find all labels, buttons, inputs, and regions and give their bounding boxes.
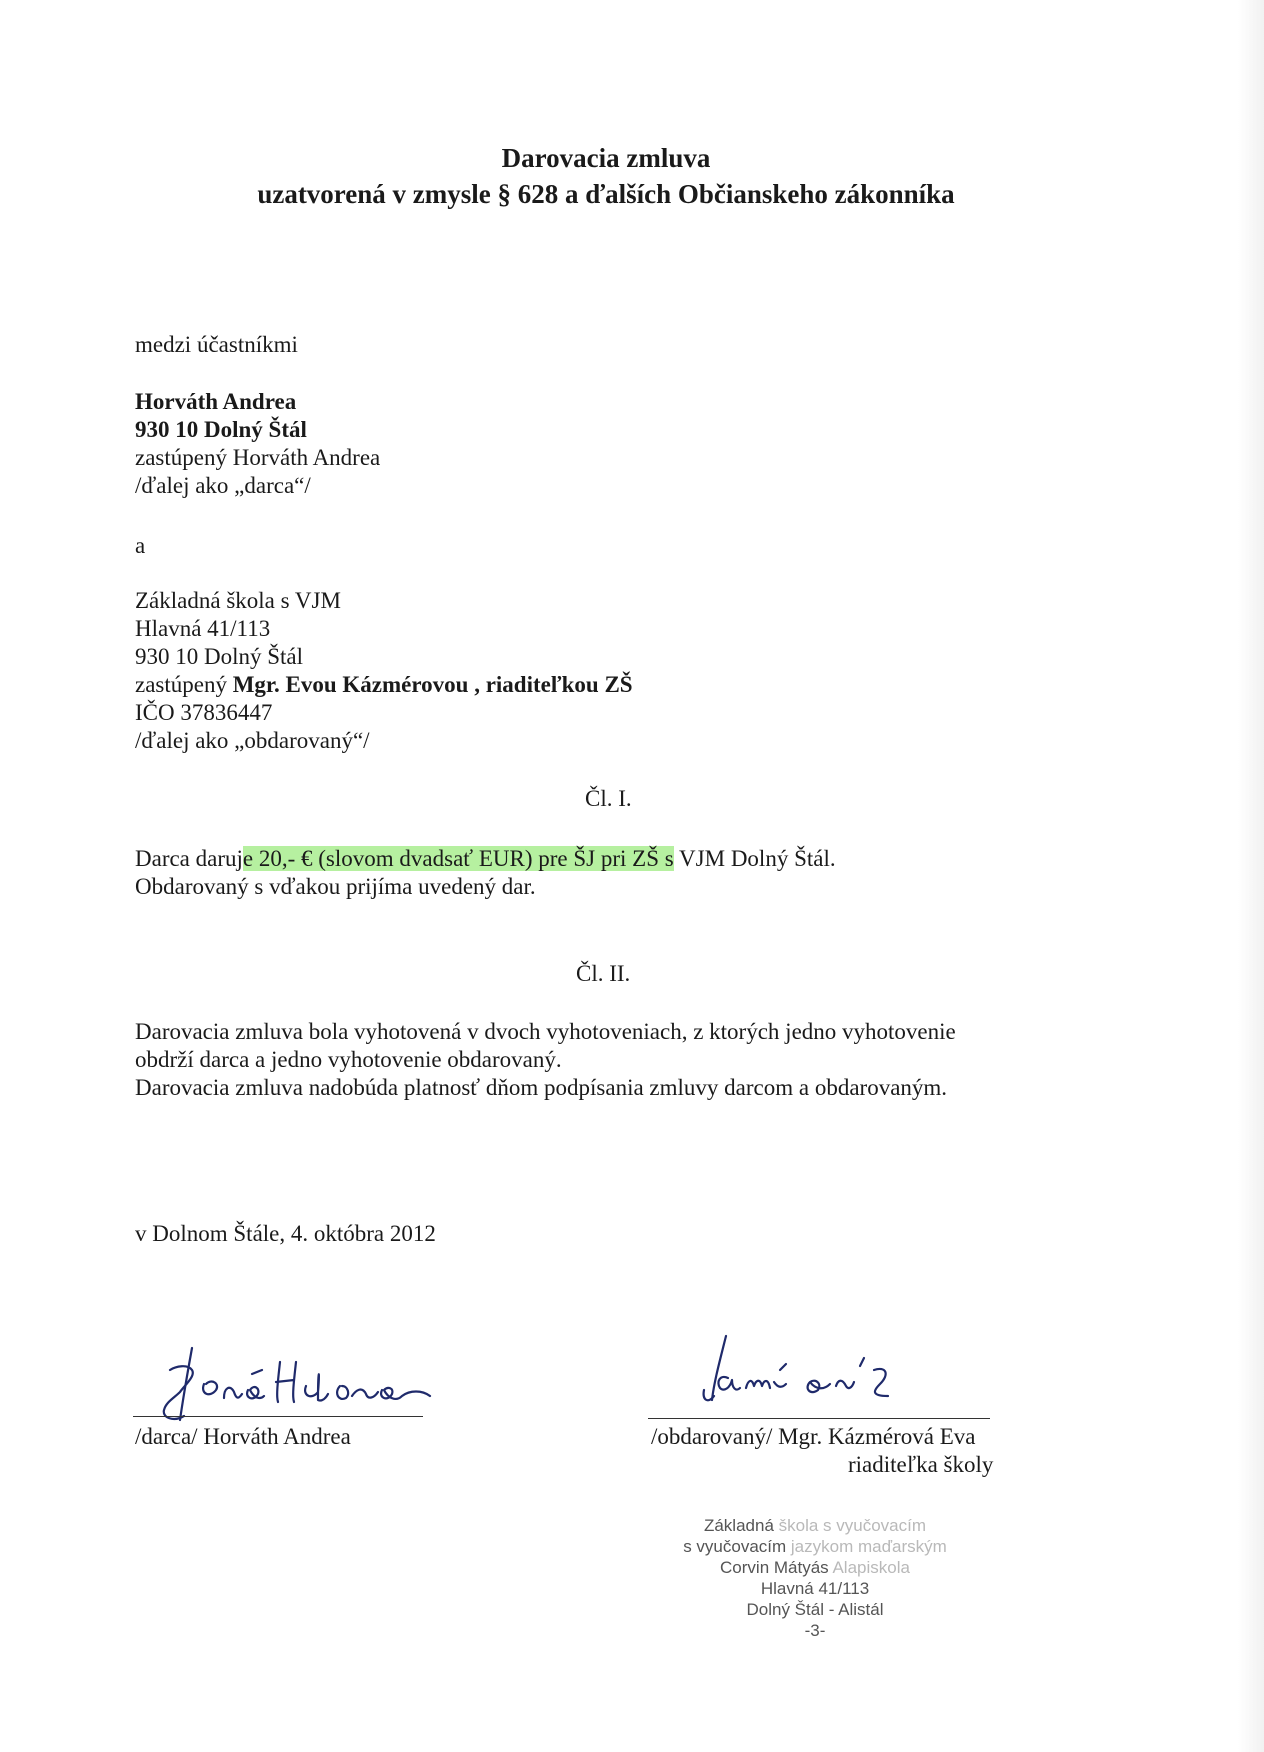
document-subtitle: uzatvorená v zmysle § 628 a ďalších Občianskeho zákonníka (257, 179, 955, 209)
stamp-line6: -3- (804, 1621, 826, 1640)
recipient-signature-line (648, 1418, 990, 1419)
donor-signature-label: /darca/ Horváth Andrea (135, 1424, 351, 1449)
article1-text-before: Darca daruj (135, 846, 243, 871)
stamp-line5: Dolný Štál - Alistál (746, 1600, 884, 1619)
represented-by: Mgr. Evou Kázmérovou , riaditeľkou ZŠ (232, 672, 633, 697)
recipient-name: Základná škola s VJM (135, 588, 341, 613)
article2-line2: obdrží darca a jedno vyhotovenie obdarovaný. (135, 1047, 562, 1072)
school-stamp (640, 1515, 990, 1641)
conjunction-and: a (135, 533, 146, 558)
recipient-alias: /ďalej ako „obdarovaný“/ (135, 728, 370, 753)
stamp-line3: Corvin Mátyás Alapiskola (720, 1558, 910, 1577)
document-title: Darovacia zmluva (501, 143, 711, 173)
article2-line3: Darovacia zmluva nadobúda platnosť dňom podpísania zmluvy darcom a obdarovaným. (135, 1075, 948, 1100)
represented-prefix: zastúpený (135, 672, 233, 697)
article1-text (135, 845, 836, 873)
stamp-line1: Základná škola s vyučovacím (703, 1516, 927, 1535)
donor-signature-line (133, 1416, 423, 1417)
scan-edge-shadow (1238, 0, 1264, 1752)
donor-name: Horváth Andrea (135, 389, 297, 414)
article2-line1: Darovacia zmluva bola vyhotovená v dvoch vyhotoveniach, z ktorých jedno vyhotovenie (135, 1019, 956, 1044)
recipient-represented (135, 671, 633, 699)
article1-text-after: VJM Dolný Štál. (673, 846, 836, 871)
article1-line2: Obdarovaný s vďakou prijíma uvedený dar. (135, 874, 536, 899)
recipient-signature-label: /obdarovaný/ Mgr. Kázmérová Eva (651, 1424, 976, 1449)
article1-text-highlight: e 20,- € (slovom dvadsať EUR) pre ŠJ pri ZŠ s (242, 846, 674, 871)
recipient-role: riaditeľka školy (848, 1452, 994, 1477)
recipient-city: 930 10 Dolný Štál (135, 644, 304, 669)
intro-text: medzi účastníkmi (135, 332, 298, 357)
stamp-line2: s vyučovacím jazykom maďarským (683, 1537, 947, 1556)
recipient-signature (690, 1330, 950, 1420)
article1-heading: Čl. I. (585, 786, 632, 811)
recipient-ico: IČO 37836447 (135, 700, 273, 725)
donor-address: 930 10 Dolný Štál (135, 417, 307, 442)
stamp-line4: Hlavná 41/113 (760, 1579, 870, 1598)
article2-heading: Čl. II. (576, 961, 631, 986)
donor-represented: zastúpený Horváth Andrea (135, 445, 381, 470)
donor-alias: /ďalej ako „darca“/ (135, 473, 311, 498)
place-date: v Dolnom Štále, 4. októbra 2012 (135, 1221, 436, 1246)
recipient-street: Hlavná 41/113 (135, 616, 271, 641)
